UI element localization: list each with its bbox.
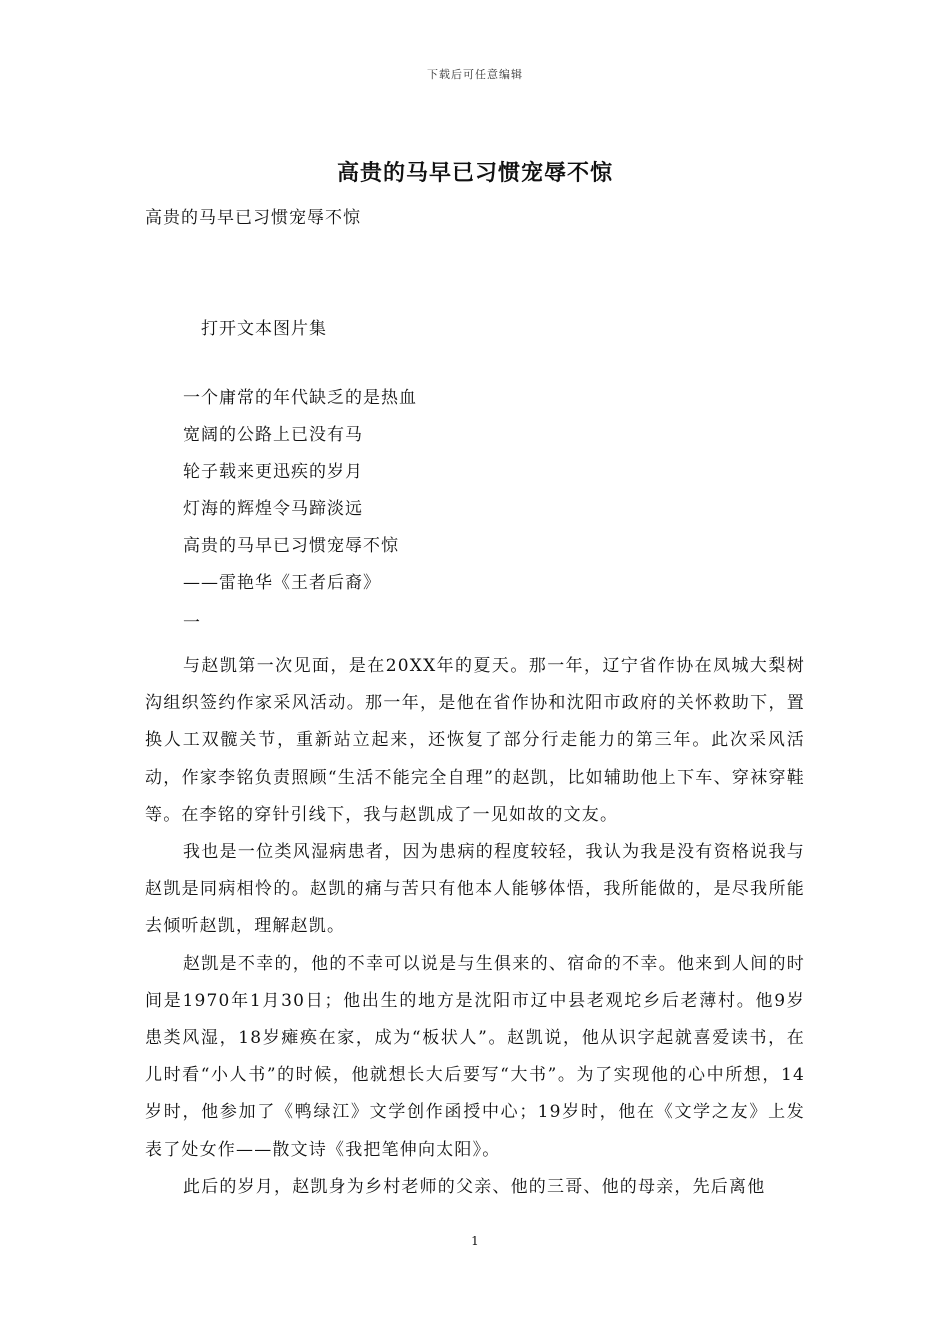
paragraph: 赵凯是不幸的，他的不幸可以说是与生俱来的、宿命的不幸。他来到人间的时间是1970年1月30日；他出生的地方是沈阳市辽中县老观坨乡后老薄村。他9岁患类风湿，18岁瘫痪在家，成为“板状人”。赵凯说，他从识字起就喜爱读书，在儿时看“小人书”的时候，他就想长大后要写“大书”。为了实现他的心中所想，14岁时，他参加了《鸭绿江》文学创作函授中心；19岁时，他在《文学之友》上发表了处女作——散文诗《我把笔伸向太阳》。 xyxy=(145,953,805,1160)
poem-line: 宽阔的公路上已没有马 xyxy=(183,425,363,445)
article-subtitle: 高贵的马早已习惯宠辱不惊 xyxy=(145,208,361,228)
article-title: 高贵的马早已习惯宠辱不惊 xyxy=(336,160,613,186)
page-number: 1 xyxy=(471,1234,479,1248)
poem-line: 灯海的辉煌令马蹄淡远 xyxy=(183,499,363,519)
paragraph: 此后的岁月，赵凯身为乡村老师的父亲、他的三哥、他的母亲，先后离他 xyxy=(183,1176,766,1197)
paragraph: 我也是一位类风湿病患者，因为患病的程度较轻，我认为我是没有资格说我与赵凯是同病相怜的。赵凯的痛与苦只有他本人能够体悟，我所能做的，是尽我所能去倾听赵凯，理解赵凯。 xyxy=(145,842,805,937)
paragraph: 与赵凯第一次见面，是在20XX年的夏天。那一年，辽宁省作协在凤城大梨树沟组织签约作家采风活动。那一年，是他在省作协和沈阳市政府的关怀救助下，置换人工双髋关节，重新站立起来，还恢复了部分行走能力的第三年。此次采风活动，作家李铭负责照顾“生活不能完全自理”的赵凯，比如辅助他上下车、穿袜穿鞋等。在李铭的穿针引线下，我与赵凯成了一见如故的文友。 xyxy=(145,656,805,825)
article-body xyxy=(145,648,805,1206)
poem-attribution: ——雷艳华《王者后裔》 xyxy=(183,573,381,593)
section-number: 一 xyxy=(183,613,200,633)
poem-line: 高贵的马早已习惯宠辱不惊 xyxy=(183,536,399,556)
page-header: 下载后可任意编辑 xyxy=(427,68,523,81)
poem-line: 一个庸常的年代缺乏的是热血 xyxy=(183,388,417,408)
open-image-gallery-link[interactable]: 打开文本图片集 xyxy=(201,319,327,339)
poem-line: 轮子载来更迅疾的岁月 xyxy=(183,462,363,482)
epigraph-poem xyxy=(183,386,417,608)
